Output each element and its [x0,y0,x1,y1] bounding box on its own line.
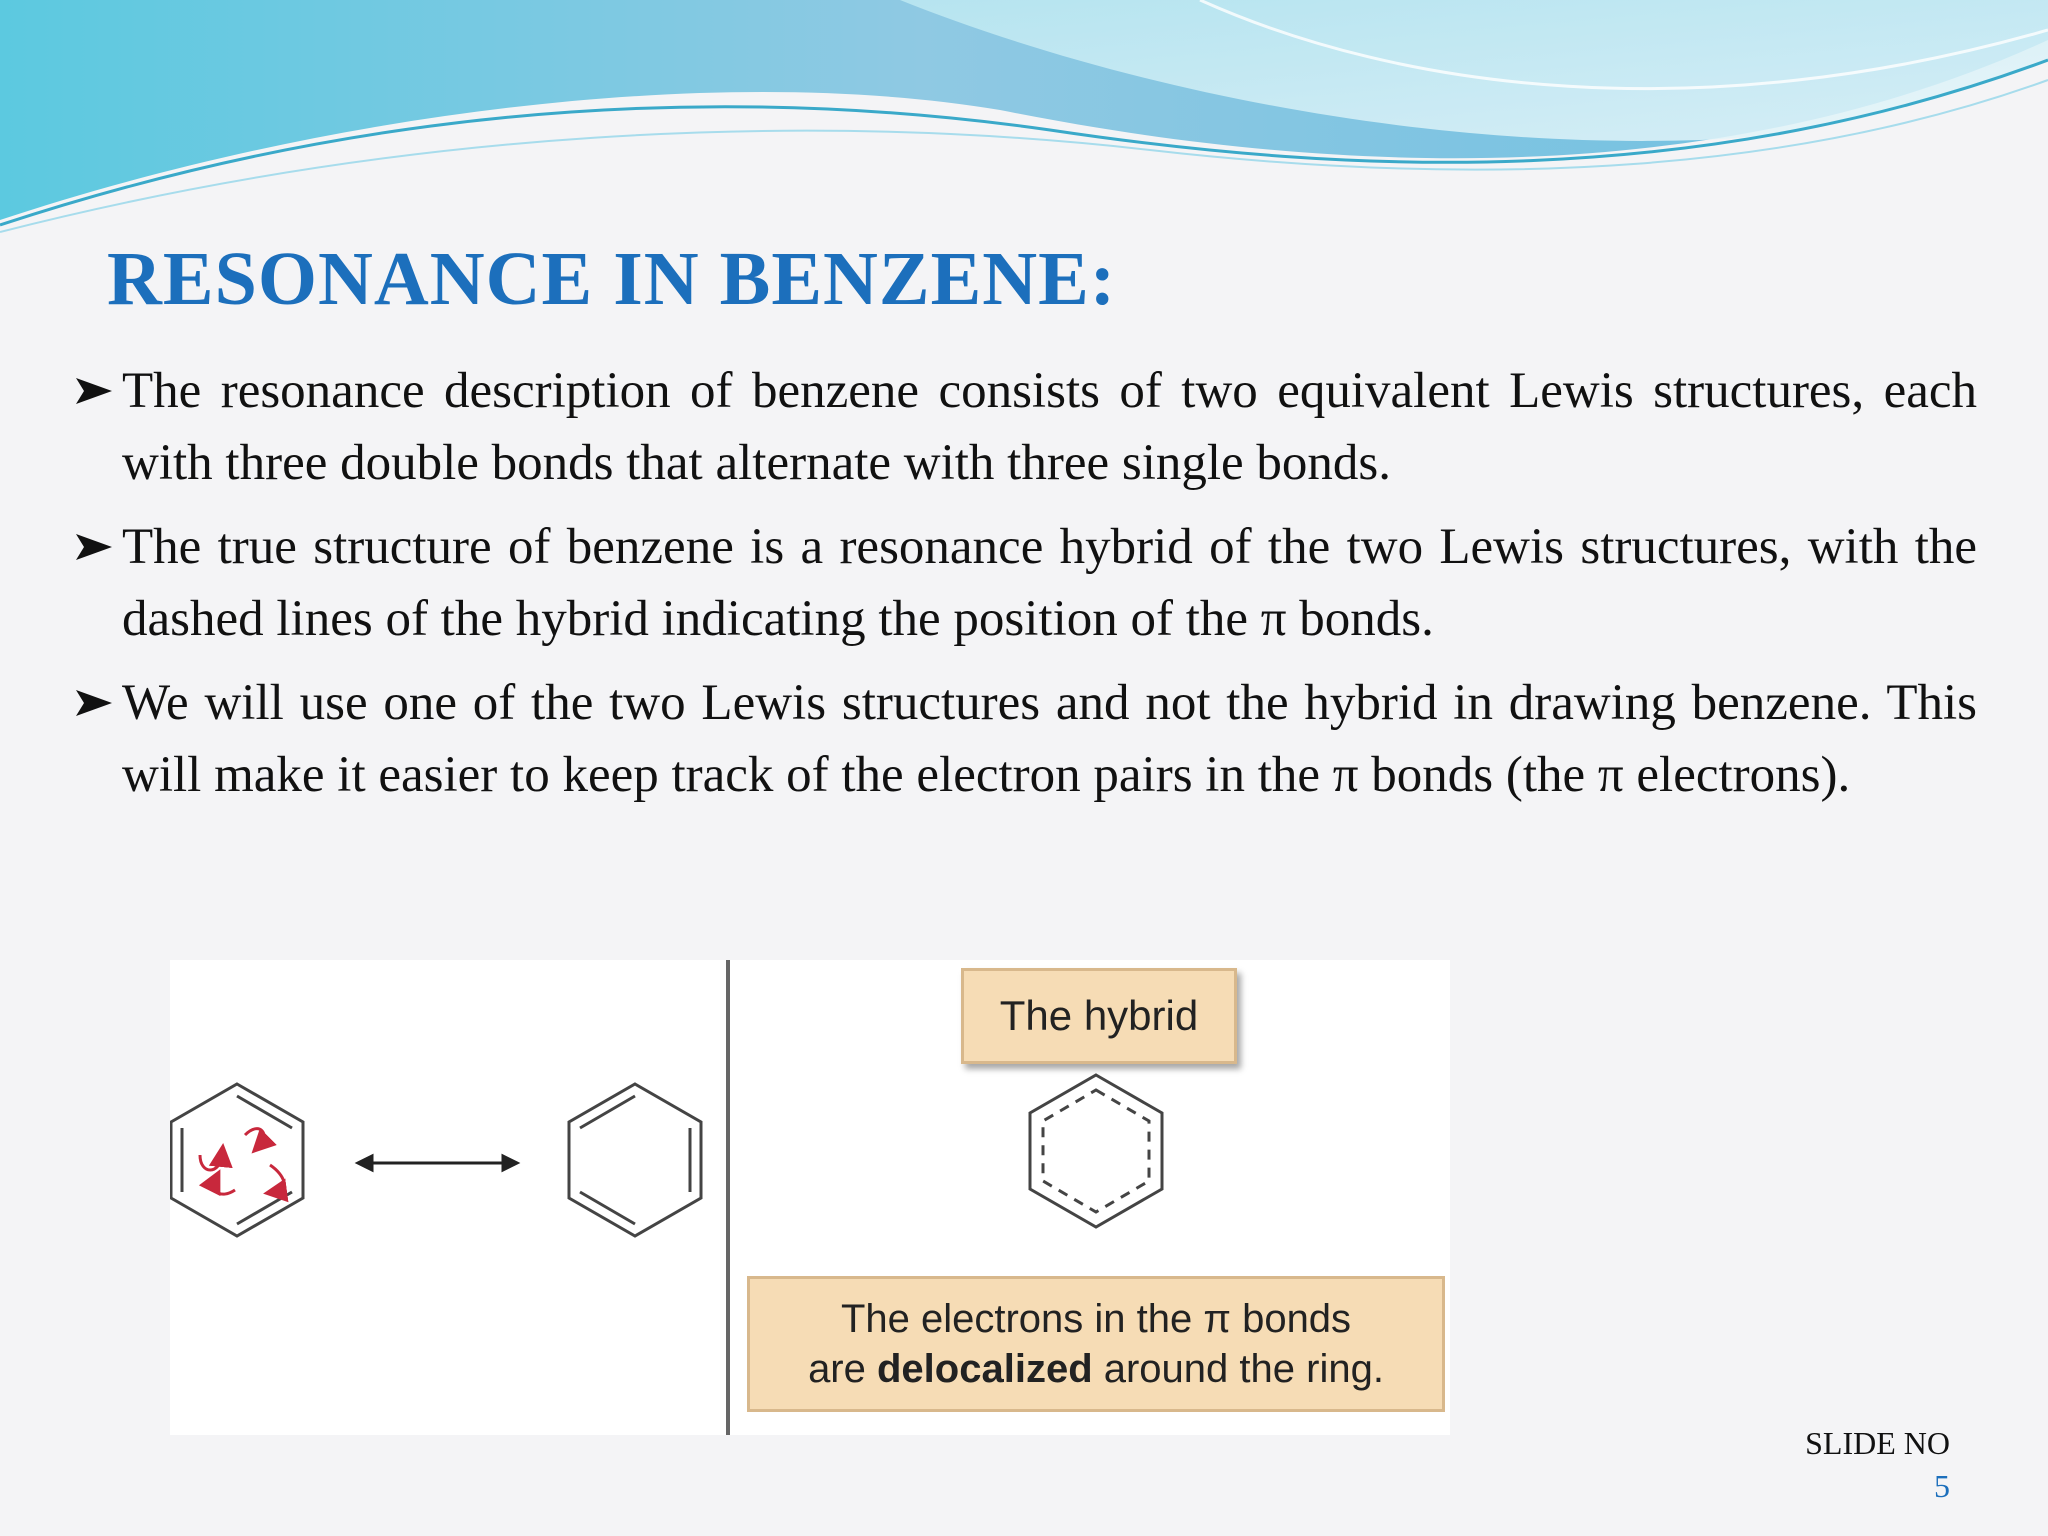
bullet-text: The true structure of benzene is a resonance hybrid of the two Lewis structures, with the dashed lines of the hybrid indicating the position of the π bonds. [122,519,1977,647]
bullet-item [72,511,1977,655]
resonance-arrow-icon [358,1156,517,1170]
figure-divider [726,960,730,1435]
caption-bold-term: delocalized [877,1347,1093,1391]
header-wave-decoration [0,0,2048,240]
delocalization-caption [747,1276,1445,1412]
caption-line-1: The electrons in the π bonds [840,1297,1352,1341]
bullet-text: We will use one of the two Lewis structures and not the hybrid in drawing benzene. This will make it easier to keep track of the electron pairs in the π bonds (the π electrons). [122,675,1977,803]
arrow-bullet-icon [72,686,116,720]
arrow-bullet-icon [72,530,116,564]
benzene-lewis-structure-1 [171,1084,303,1236]
resonance-figure [170,960,1450,1435]
bullet-list [72,355,1977,823]
hybrid-label: The hybrid [961,968,1237,1064]
slide-number-label: SLIDE NO [1805,1425,1950,1461]
bullet-item [72,667,1977,811]
benzene-lewis-structure-2 [569,1084,701,1236]
slide-title: RESONANCE IN BENZENE: [107,237,1117,321]
curved-arrows-icon [200,1129,284,1194]
caption-line-2: are delocalized around the ring. [808,1347,1384,1391]
benzene-hybrid-structure [1030,1075,1162,1227]
slide-number: 5 [1934,1468,1950,1504]
bullet-text: The resonance description of benzene consists of two equivalent Lewis structures, each with three double bonds that alternate with three single bonds. [122,363,1977,491]
arrow-bullet-icon [72,374,116,408]
bullet-item [72,355,1977,499]
